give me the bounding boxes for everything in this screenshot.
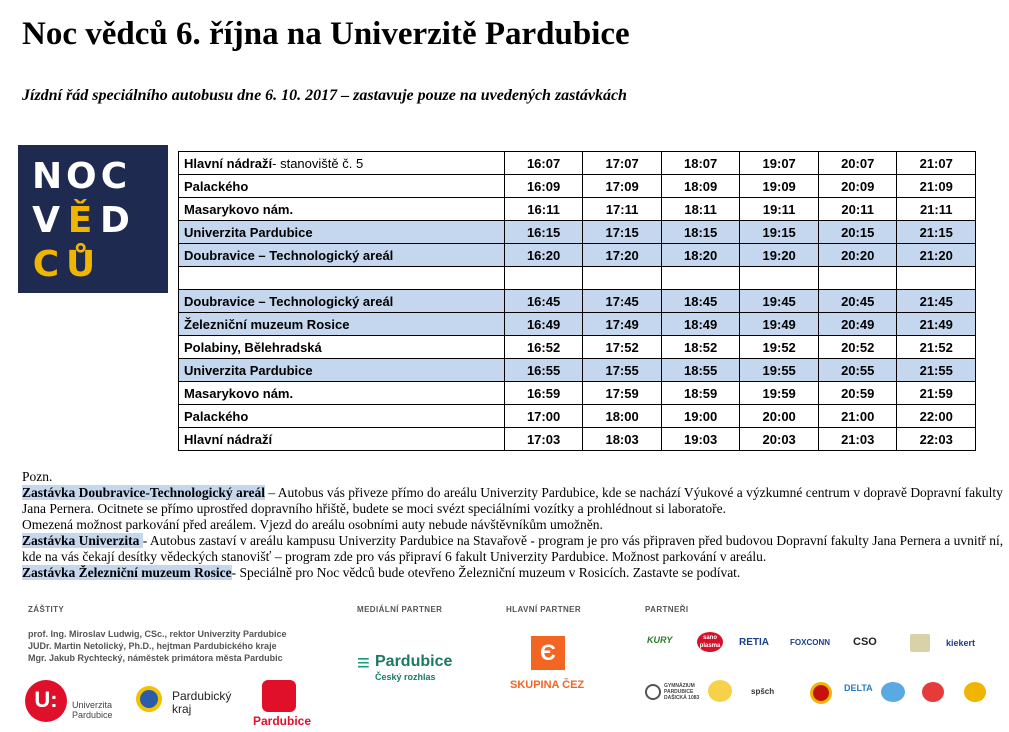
stop-name [179,428,505,451]
logo-letter: D [100,200,130,241]
departure-time: 16:45 [504,290,583,313]
table-row [179,152,976,175]
stop-label: Univerzita Pardubice [184,362,313,378]
stop-label: Polabiny, Bělehradská [184,339,322,355]
departure-time [583,267,662,290]
pardubicky-kraj-text [172,690,231,716]
stop-label: Doubravice – Technologický areál [184,293,394,309]
departure-time: 19:00 [661,405,740,428]
note-rosice [22,565,1007,581]
departure-time: 20:00 [740,405,819,428]
departure-time: 19:20 [740,244,819,267]
departure-time: 16:55 [504,359,583,382]
table-row [179,382,976,405]
departure-time: 20:49 [818,313,897,336]
stop-label: Palackého [184,408,249,424]
stop-name [179,359,505,382]
departure-time: 21:45 [897,290,976,313]
departure-time: 19:45 [740,290,819,313]
patrons-list [28,628,287,664]
partner-delta: DELTA [844,683,873,693]
departure-time: 21:52 [897,336,976,359]
departure-time: 19:52 [740,336,819,359]
departure-time: 18:03 [583,428,662,451]
departure-time: 19:07 [740,152,819,175]
partner-cso: CSO [853,636,877,648]
departure-time: 16:49 [504,313,583,336]
logo-letter: C [32,244,60,285]
departure-time: 17:07 [583,152,662,175]
header-partneri: PARTNEŘI [645,605,689,614]
patron-item: Mgr. Jakub Rychtecký, náměstek primátora města Pardubic [28,653,283,663]
partner-logo-icon [881,682,905,702]
departure-time: 20:03 [740,428,819,451]
departure-time: 16:11 [504,198,583,221]
stop-name [179,175,505,198]
departure-time: 17:03 [504,428,583,451]
stop-name [179,382,505,405]
pardubice-horse-icon [262,680,296,712]
partner-kury: KURY [647,635,673,645]
table-row [179,198,976,221]
departure-time: 17:45 [583,290,662,313]
departure-time: 16:59 [504,382,583,405]
departure-time: 16:20 [504,244,583,267]
departure-time: 21:00 [818,405,897,428]
notes-heading: Pozn. [22,469,53,484]
stop-label: Palackého [184,178,249,194]
departure-time: 18:20 [661,244,740,267]
table-row [179,336,976,359]
partner-emblem-icon [910,634,930,652]
departure-time: 18:11 [661,198,740,221]
departure-time: 21:09 [897,175,976,198]
pardubice-city-text: Pardubice [253,714,312,728]
page-subtitle: Jízdní řád speciálního autobusu dne 6. 10. 2017 – zastavuje pouze na uvedených zastávkách [22,87,627,104]
departure-time: 20:09 [818,175,897,198]
stop-label: Masarykovo nám. [184,201,294,217]
departure-time: 17:09 [583,175,662,198]
logo-letter: O [66,156,97,197]
departure-time: 20:11 [818,198,897,221]
note-univerzita [22,533,1007,565]
note-parking: Omezená možnost parkování před areálem. Vjezd do areálu osobními auty nebude návštěvníkům umožněn. [22,517,603,532]
departure-time: 20:20 [818,244,897,267]
departure-time: 18:45 [661,290,740,313]
note-label: Zastávka Univerzita [22,533,143,548]
upce-logo-text [72,700,113,720]
departure-time: 16:09 [504,175,583,198]
stop-label: Masarykovo nám. [184,385,294,401]
logo-letter: C [100,156,128,197]
note-doubravice [22,485,1007,517]
rozhlas-name: Pardubice [375,653,453,670]
pk-line: Pardubický [172,689,232,703]
departure-time: 21:15 [897,221,976,244]
partner-spsch: spšch [751,687,775,696]
departure-time: 20:45 [818,290,897,313]
departure-time: 20:59 [818,382,897,405]
cez-icon: Є [531,636,565,670]
departure-time: 17:55 [583,359,662,382]
stop-name [179,198,505,221]
departure-time: 16:07 [504,152,583,175]
departure-time: 21:55 [897,359,976,382]
header-zastity: ZÁŠTITY [28,605,65,614]
departure-time [740,267,819,290]
stop-label: Železniční muzeum Rosice [184,316,350,332]
departure-time [504,267,583,290]
departure-time: 17:11 [583,198,662,221]
logo-letter: N [32,156,63,197]
table-row [179,267,976,290]
departure-time: 17:59 [583,382,662,405]
departure-time: 18:52 [661,336,740,359]
departure-time: 19:11 [740,198,819,221]
departure-time: 20:52 [818,336,897,359]
departure-time [897,267,976,290]
patron-item: prof. Ing. Miroslav Ludwig, CSc., rektor Univerzity Pardubice [28,629,287,639]
table-row [179,313,976,336]
stop-name [179,244,505,267]
pk-line: kraj [172,702,192,716]
stop-name [179,290,505,313]
departure-time: 22:03 [897,428,976,451]
table-row [179,175,976,198]
departure-time: 17:52 [583,336,662,359]
partner-gymnazium: GYMNÁZIUM PARDUBICE DAŠICKÁ 1083 [664,683,700,701]
departure-time: 19:03 [661,428,740,451]
rozhlas-icon: ≡ [357,650,370,675]
stop-name [179,152,505,175]
pardubicky-kraj-icon [136,686,162,712]
stop-name [179,336,505,359]
table-row [179,405,976,428]
partner-retia: RETIA [739,637,769,648]
footer [0,600,1009,732]
departure-time [661,267,740,290]
sun-icon [708,680,732,702]
departure-time: 16:15 [504,221,583,244]
departure-time: 18:55 [661,359,740,382]
table-row [179,290,976,313]
departure-time: 19:59 [740,382,819,405]
departure-time: 21:59 [897,382,976,405]
cez-text: SKUPINA ČEZ [510,679,585,691]
upce-line: Pardubice [72,710,113,720]
departure-time: 18:00 [583,405,662,428]
departure-time: 21:11 [897,198,976,221]
page-title: Noc vědců 6. října na Univerzitě Pardubice [22,16,630,52]
logo-letter: Ě [67,200,93,241]
logo-letter: Ů [66,244,96,285]
departure-time: 20:15 [818,221,897,244]
badge-icon [810,682,832,704]
stop-suffix: - stanoviště č. 5 [272,155,364,171]
departure-time: 21:20 [897,244,976,267]
table-row [179,428,976,451]
stop-label: Hlavní nádraží [184,431,273,447]
table-row [179,221,976,244]
note-text: – Autobus vás přiveze přímo do areálu Univerzity Pardubice, kde se nachází Výukové a výzkumné centrum v dopravě Dopravní fakulty Jana Pernera. Ocitnete se přímo uprostřed dopravního hřiště, budete se moci svézt speciálními vozítky a prohlédnout si laboratoře. [22,485,1003,516]
partner-logo-icon [964,682,986,702]
notes-section [22,469,1007,581]
partner-logo-icon [922,682,944,702]
stop-label: Univerzita Pardubice [184,224,313,240]
departure-time [818,267,897,290]
stop-label: Hlavní nádraží [184,155,273,171]
departure-time: 17:20 [583,244,662,267]
stop-name [179,267,505,290]
upce-line: Univerzita [72,700,113,710]
logo-letter: V [32,200,60,241]
departure-time: 19:09 [740,175,819,198]
departure-time: 18:15 [661,221,740,244]
departure-time: 21:07 [897,152,976,175]
departure-time: 19:15 [740,221,819,244]
note-label: Zastávka Doubravice-Technologický areál [22,485,266,500]
note-label: Zastávka Železniční muzeum Rosice [22,565,232,580]
table-row [179,244,976,267]
departure-time: 19:49 [740,313,819,336]
departure-time: 18:59 [661,382,740,405]
note-text: - Autobus zastaví v areálu kampusu Univerzity Pardubice na Stavařově - program je pro vás připraven před budovou Dopravní fakulty Jana Pernera a uvnitř ní, kde na vás čekají desítky vědeckých stanovišť – program zde pro vás připraví 6 fakult Univerzity Pardubice. Možnost parkování v areálu. [22,533,1004,564]
partner-kiekert: kiekert [946,638,976,648]
departure-time: 21:03 [818,428,897,451]
stop-name [179,221,505,244]
departure-time: 22:00 [897,405,976,428]
timetable [178,151,976,451]
partner-foxconn: FOXCONN [790,638,830,647]
departure-time: 17:49 [583,313,662,336]
header-hlavni: HLAVNÍ PARTNER [506,605,582,614]
stop-name [179,313,505,336]
gymnazium-icon [645,684,661,700]
departure-time: 18:09 [661,175,740,198]
departure-time: 20:07 [818,152,897,175]
note-text: - Speciálně pro Noc vědců bude otevřeno Železniční muzeum v Rosicích. Zastavte se podívat. [231,565,741,580]
departure-time: 21:49 [897,313,976,336]
noc-vedcu-logo [18,145,168,293]
partner-sanoplasma: sano plasma [697,632,723,652]
rozhlas-sub: Český rozhlas [375,672,436,682]
stop-name [179,405,505,428]
patron-item: JUDr. Martin Netolický, Ph.D., hejtman Pardubického kraje [28,641,277,651]
header-medialni: MEDIÁLNÍ PARTNER [357,605,443,614]
departure-time: 18:07 [661,152,740,175]
departure-time: 16:52 [504,336,583,359]
table-row [179,359,976,382]
departure-time: 20:55 [818,359,897,382]
stop-label: Doubravice – Technologický areál [184,247,394,263]
departure-time: 18:49 [661,313,740,336]
departure-time: 17:00 [504,405,583,428]
upce-logo-icon: U: [25,680,67,722]
departure-time: 17:15 [583,221,662,244]
departure-time: 19:55 [740,359,819,382]
